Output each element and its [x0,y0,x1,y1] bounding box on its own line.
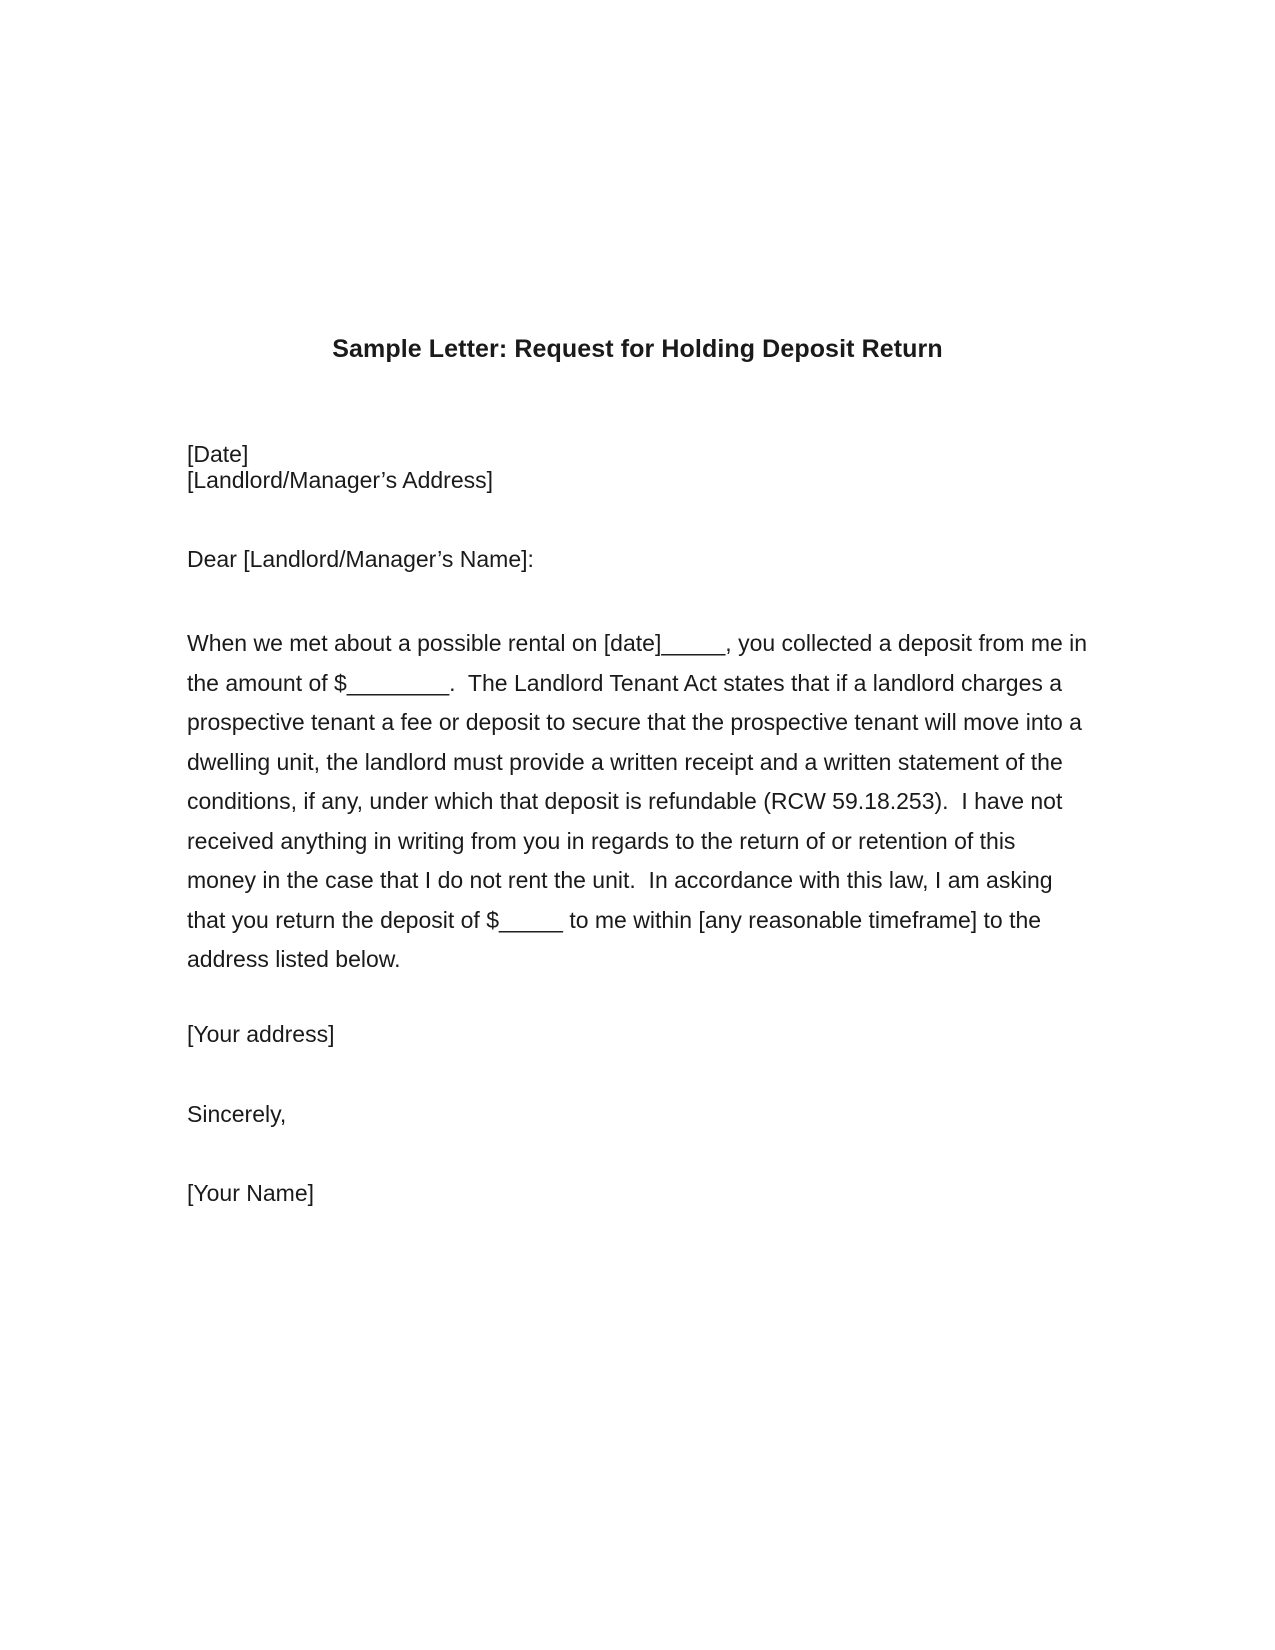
body-line: conditions, if any, under which that deposit is refundable (RCW 59.18.253). I have not [187,788,1063,814]
date-placeholder: [Date] [187,441,249,467]
body-line: address listed below. [187,946,401,972]
body-line: that you return the deposit of $_____ to me within [any reasonable timeframe] to the [187,906,1042,933]
your-address-placeholder: [Your address] [187,1021,335,1047]
salutation: Dear [Landlord/Manager’s Name]: [187,546,534,572]
your-name-placeholder: [Your Name] [187,1180,314,1206]
body-line: When we met about a possible rental on [date]_____, you collected a deposit from me in [187,630,1088,656]
letter-title: Sample Letter: Request for Holding Deposit Return [332,335,943,363]
body-line: prospective tenant a fee or deposit to secure that the prospective tenant will move into a [187,709,1082,735]
landlord-address-placeholder: [Landlord/Manager’s Address] [187,467,494,493]
letter-body [187,624,1117,980]
body-line: received anything in writing from you in regards to the return of or retention of this [187,827,1016,854]
body-line: dwelling unit, the landlord must provide a written receipt and a written statement of the [187,748,1063,775]
body-line: money in the case that I do not rent the unit. In accordance with this law, I am asking [187,867,1053,893]
body-line: the amount of $________. The Landlord Tenant Act states that if a landlord charges a [187,669,1063,696]
closing: Sincerely, [187,1101,287,1127]
